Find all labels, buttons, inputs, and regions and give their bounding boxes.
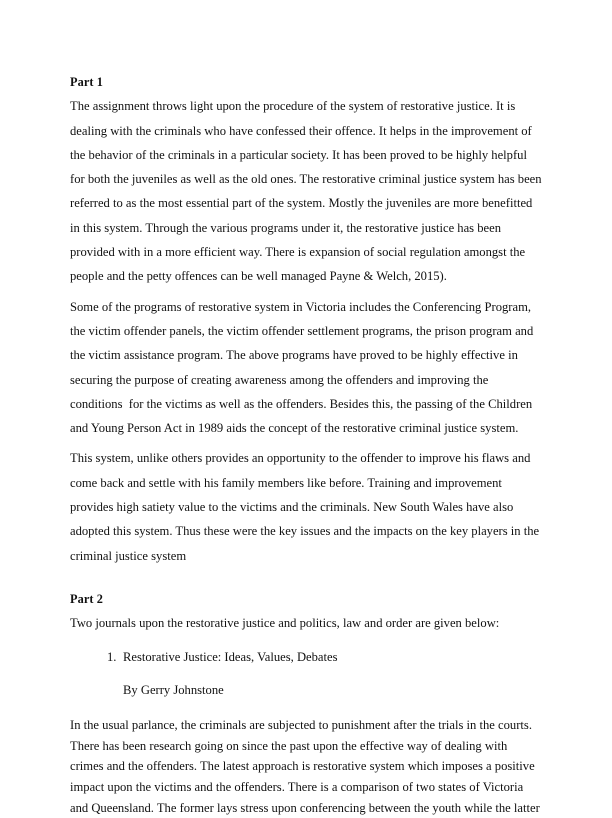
list-item — [107, 645, 542, 669]
journal-byline: By Gerry Johnstone — [123, 682, 224, 697]
paragraph-part2-intro: Two journals upon the restorative justice and politics, law and order are given below: — [70, 616, 500, 631]
section-heading-part-1: Part 1 — [70, 75, 104, 89]
list-item-title: Restorative Justice: Ideas, Values, Debates — [123, 649, 338, 664]
paragraph-part1-2: Some of the programs of restorative system in Victoria includes the Conferencing Program, the victim offender panels, the victim offender settlement programs, the prison program and the victim assistance program. The above programs have proved to be highly effective in securing the purpose of creating awareness among the offenders and improving the conditions for the victims as well as the offenders. Besides this, the passing of the Children and Young Person Act in 1989 aids the concept of the restorative criminal justice system. — [70, 299, 537, 436]
paragraph-part1-1: The assignment throws light upon the procedure of the system of restorative justice. It is dealing with the criminals who have confessed their offence. It helps in the improvement of the behavior of the criminals in a particular society. It has been proved to be highly helpful for both the juveniles as well as the old ones. The restorative criminal justice system has been referred to as the most essential part of the system. Mostly the juveniles are more benefitted in this system. Through the various programs under it, the restorative justice has been provided with in a more efficient way. There is expansion of social regulation amongst the people and the petty offences can be well managed Payne & Welch, 2015). — [70, 99, 545, 284]
document-body — [70, 70, 545, 818]
list-item-marker: 1. — [107, 649, 117, 664]
journal-list — [70, 645, 542, 669]
paragraph-part1-3: This system, unlike others provides an opportunity to the offender to improve his flaws and come back and settle with his family members like before. Training and improvement provides high satiety value to the victims and the criminals. New South Wales have also adopted this system. Thus these were the key issues and the impacts on the key players in the criminal justice system — [70, 451, 543, 563]
paragraph-part2-1: In the usual parlance, the criminals are subjected to punishment after the trials in the courts. There has been research going on since the past upon the effective way of dealing with crimes and the offenders. The latest approach is restorative system which imposes a positive impact upon the victims and the offenders. There is a comparison of two states of Victoria and Queensland. The former lays stress upon conferencing between the youth while the latter — [70, 718, 540, 815]
section-heading-part-2: Part 2 — [70, 591, 104, 606]
